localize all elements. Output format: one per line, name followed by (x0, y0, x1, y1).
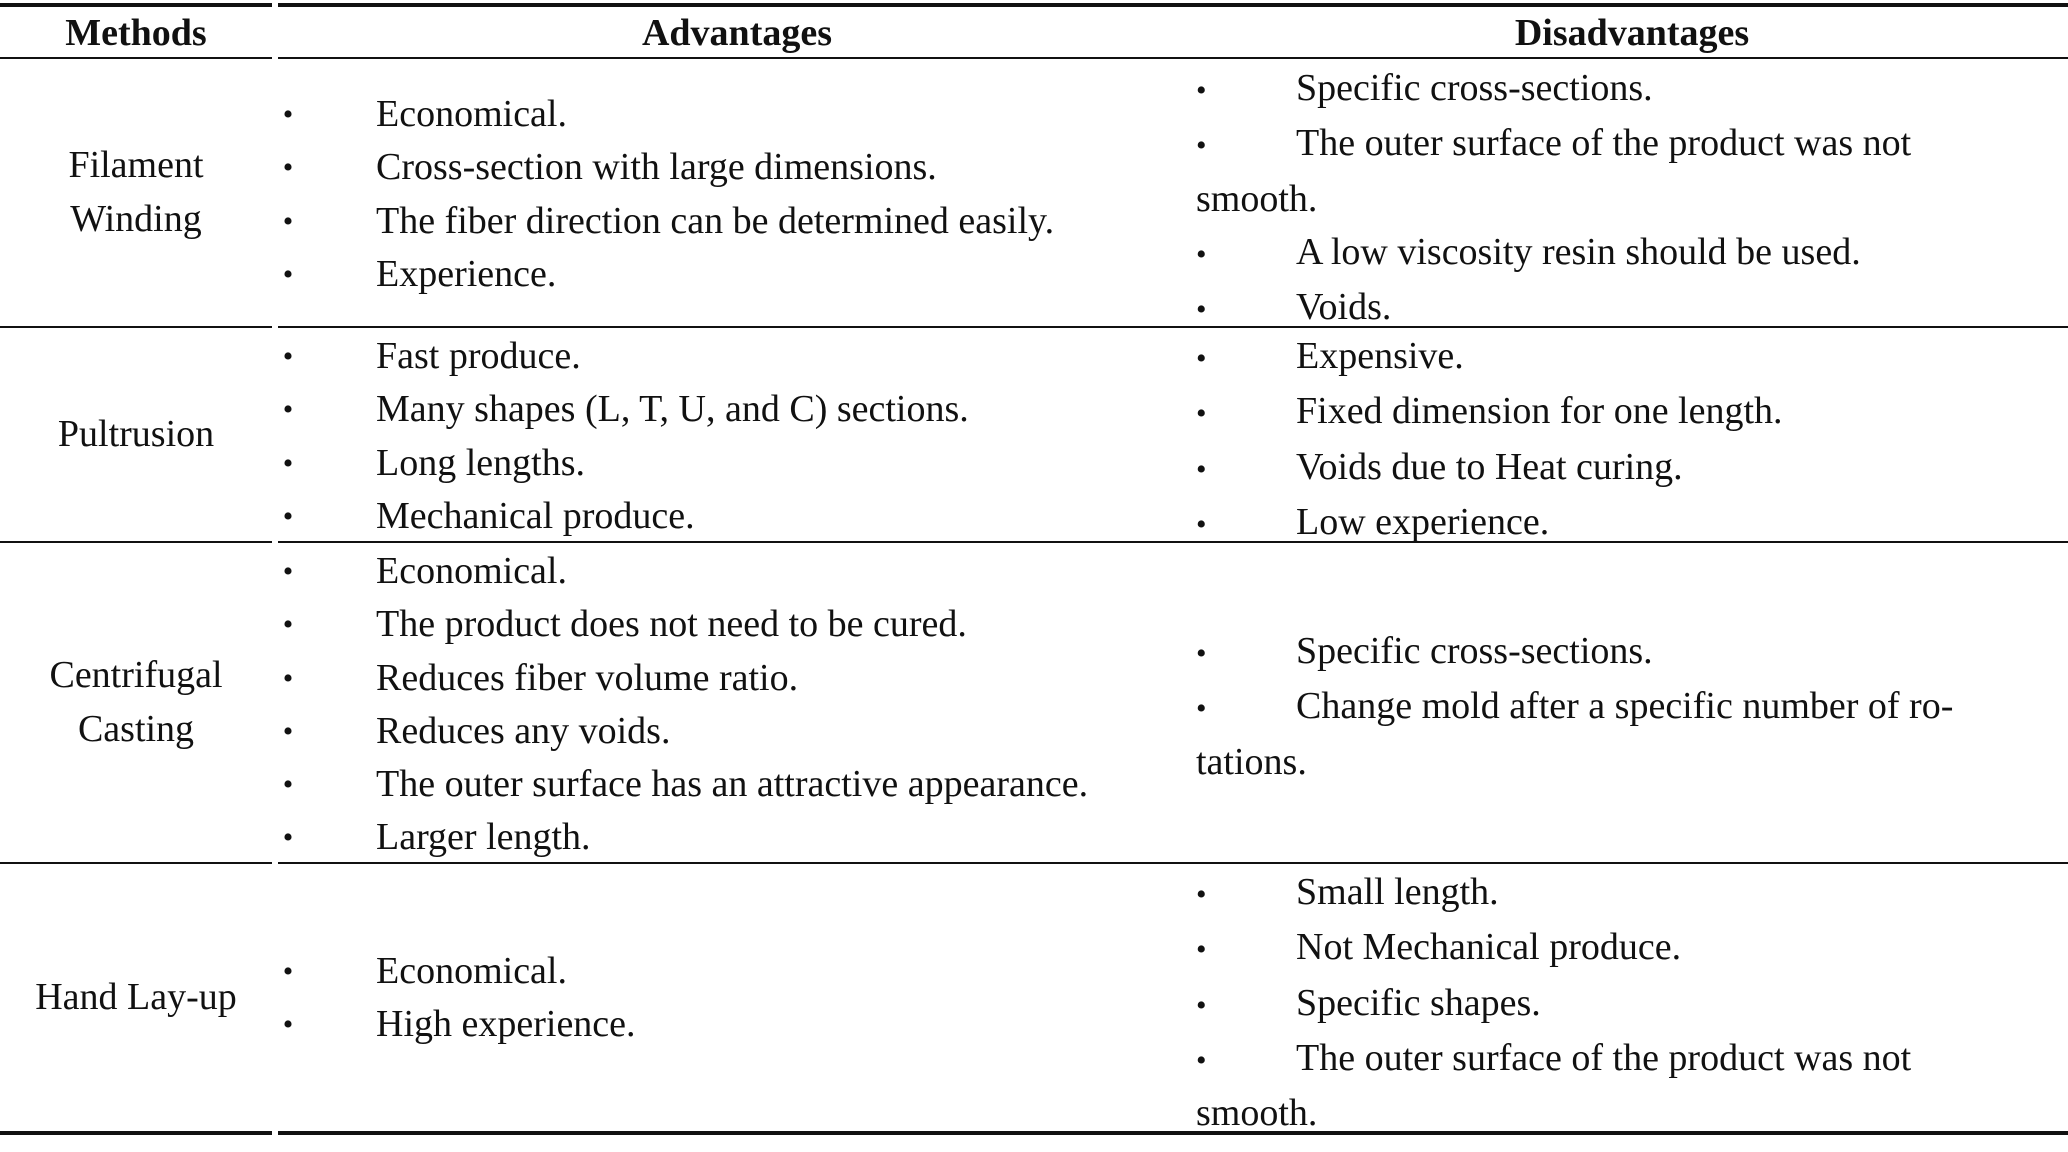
list-item (278, 248, 1054, 301)
bullet-icon: • (1196, 129, 1207, 163)
advantage-text: Economical. (376, 550, 567, 592)
method-label: Centrifugal (49, 654, 223, 697)
method-cell (0, 543, 272, 862)
bullet-icon: • (1196, 988, 1207, 1022)
header-disadvantages: Disadvantages (1514, 12, 1750, 54)
advantage-text: Long lengths. (376, 441, 585, 484)
bullet-icon: • (282, 768, 294, 802)
disadvantage-text: The outer surface of the product was not smooth. (1196, 122, 1912, 220)
list-item (1196, 62, 2036, 117)
bullet-icon: • (282, 1008, 294, 1042)
list-item (278, 195, 1054, 248)
header-methods: Methods (65, 12, 207, 54)
disadvantage-text: Specific cross-sections. (1296, 630, 1653, 672)
advantage-text: The outer surface has an attractive appearance. (376, 763, 1089, 806)
advantage-text: Mechanical produce. (376, 494, 695, 537)
advantage-text: Fast produce. (376, 335, 581, 377)
advantages-list (278, 545, 1088, 865)
disadvantage-text: Change mold after a specific number of ro-tations. (1196, 685, 1954, 783)
list-item (278, 598, 1088, 651)
list-item (278, 705, 1088, 758)
list-item (278, 545, 1088, 598)
disadvantage-text: The outer surface of the product was not smooth. (1196, 1036, 1912, 1135)
bullet-icon: • (282, 393, 294, 427)
disadvantage-text: Voids. (1296, 286, 1392, 329)
bullet-icon: • (1196, 1043, 1207, 1077)
list-item (1196, 441, 2036, 496)
advantage-text: Cross-section with large dimensions. (376, 146, 937, 189)
list-item (1196, 496, 2036, 551)
disadvantage-text: Not Mechanical produce. (1296, 926, 1682, 969)
disadvantages-list (1196, 625, 2046, 789)
list-item (278, 490, 969, 543)
method-label: Filament (68, 144, 204, 187)
bullet-icon: • (282, 340, 294, 373)
header-advantages: Advantages (641, 12, 833, 54)
bullet-icon: • (282, 98, 294, 131)
bullet-icon: • (1196, 237, 1207, 271)
bullet-icon: • (1196, 342, 1207, 375)
list-item (278, 998, 636, 1051)
list-item (1196, 977, 2036, 1032)
advantage-text: Reduces any voids. (376, 709, 671, 752)
method-label: Hand Lay-up (35, 975, 237, 1018)
advantage-text: Many shapes (L, T, U, and C) sections. (376, 388, 969, 431)
bullet-icon: • (282, 661, 294, 695)
bullet-icon: • (282, 821, 294, 855)
method-cell (0, 328, 272, 541)
bullet-icon: • (1196, 933, 1207, 967)
bullet-icon: • (282, 257, 294, 291)
list-item (278, 652, 1088, 705)
disadvantage-text: Small length. (1296, 871, 1499, 913)
bullet-icon: • (282, 714, 294, 748)
bullet-icon: • (1196, 507, 1207, 541)
disadvantage-text: Low experience. (1296, 500, 1550, 543)
bullet-icon: • (1196, 293, 1207, 327)
advantages-list (278, 330, 969, 543)
advantage-text: Larger length. (376, 816, 591, 859)
list-item (278, 437, 969, 490)
bullet-icon: • (1196, 74, 1207, 107)
advantage-text: Experience. (376, 252, 557, 295)
list-item (1196, 385, 2036, 440)
method-label: Winding (70, 197, 202, 240)
advantage-text: Reduces fiber volume ratio. (376, 656, 799, 699)
bullet-icon: • (282, 204, 294, 238)
list-item (278, 330, 969, 383)
method-cell (0, 864, 272, 1131)
list-item (1196, 680, 2046, 789)
advantage-text: The fiber direction can be determined easily. (376, 199, 1055, 242)
disadvantages-list (1196, 866, 2036, 1140)
list-item (1196, 625, 2046, 680)
disadvantage-text: Specific cross-sections. (1296, 67, 1653, 109)
disadvantage-text: Voids due to Heat curing. (1296, 445, 1683, 488)
list-item (1196, 330, 2036, 385)
bullet-icon: • (1196, 878, 1207, 911)
method-cell (0, 59, 272, 326)
list-item (278, 758, 1088, 811)
disadvantages-list (1196, 330, 2036, 551)
bullet-icon: • (282, 555, 294, 588)
disadvantages-list (1196, 62, 2036, 336)
bullet-icon: • (282, 608, 294, 642)
list-item (1196, 281, 2036, 336)
disadvantage-text: Expensive. (1296, 335, 1464, 377)
bullet-icon: • (282, 446, 294, 480)
bullet-icon: • (282, 151, 294, 185)
advantages-list (278, 945, 636, 1052)
disadvantage-text: Fixed dimension for one length. (1296, 390, 1783, 433)
disadvantage-text: Specific shapes. (1296, 981, 1541, 1024)
list-item (1196, 226, 2036, 281)
bullet-icon: • (282, 955, 294, 988)
bullet-icon: • (1196, 637, 1207, 670)
advantage-text: The product does not need to be cured. (376, 603, 967, 646)
method-label: Pultrusion (57, 412, 215, 455)
bullet-icon: • (1196, 692, 1207, 726)
advantages-list (278, 88, 1054, 301)
list-item (1196, 866, 2036, 921)
list-item (278, 88, 1054, 141)
list-item (278, 383, 969, 436)
disadvantage-text: A low viscosity resin should be used. (1296, 230, 1861, 273)
bullet-icon: • (1196, 397, 1207, 431)
list-item (278, 811, 1088, 864)
method-label: Casting (77, 707, 195, 750)
bullet-icon: • (282, 499, 294, 533)
list-item (278, 945, 636, 998)
advantage-text: High experience. (376, 1003, 636, 1046)
list-item (1196, 921, 2036, 976)
bullet-icon: • (1196, 452, 1207, 486)
advantage-text: Economical. (376, 950, 567, 992)
list-item (1196, 117, 2036, 226)
list-item (278, 141, 1054, 194)
advantage-text: Economical. (376, 93, 567, 135)
list-item (1196, 1032, 2036, 1141)
